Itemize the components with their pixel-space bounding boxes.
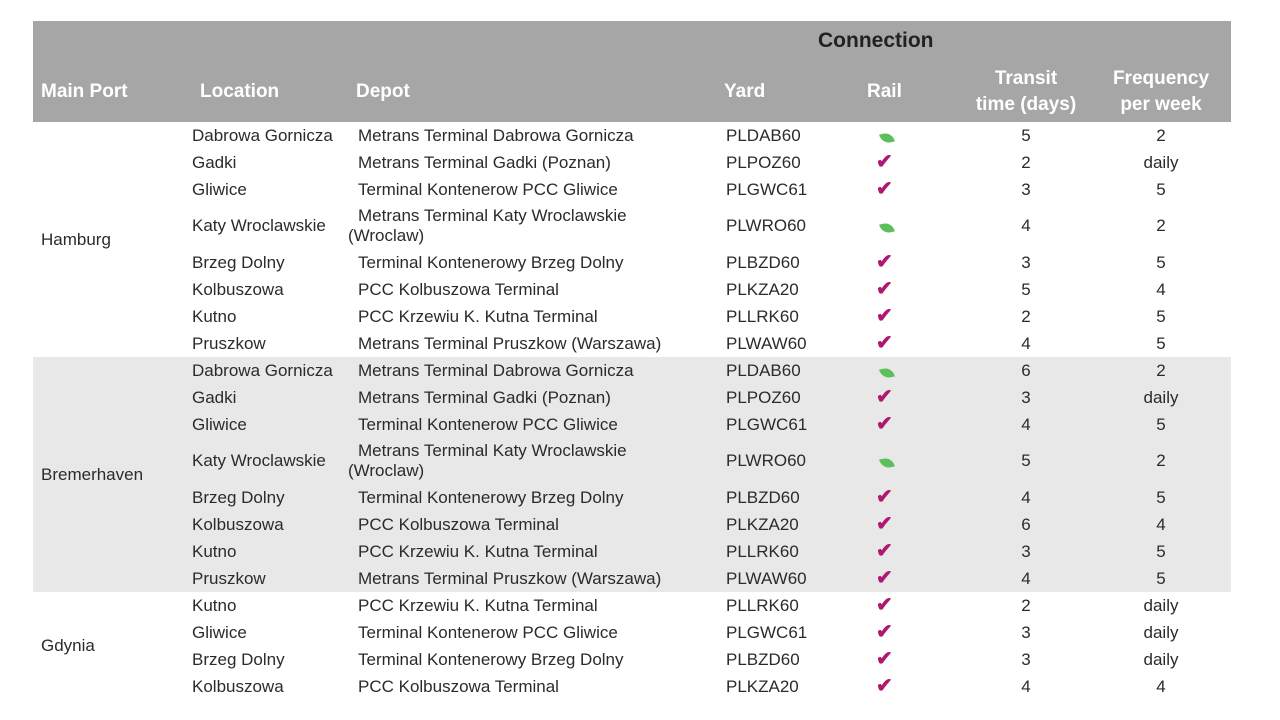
- header-frequency-line1: Frequency: [1112, 68, 1210, 89]
- location-cell: Pruszkow: [192, 569, 266, 588]
- table-row: [33, 249, 1231, 276]
- checkmark-icon: ✔: [876, 513, 893, 535]
- location-cell: Kutno: [192, 596, 237, 615]
- checkmark-icon: ✔: [876, 486, 893, 508]
- table-row: [33, 592, 1231, 619]
- transit-cell: 3: [1021, 650, 1031, 669]
- table-row: [33, 357, 1231, 384]
- transit-cell: 3: [1021, 180, 1031, 199]
- transit-cell: 3: [1021, 253, 1031, 272]
- leaf-icon: [879, 457, 895, 470]
- table-row: [33, 330, 1231, 357]
- header-frequency: [1103, 66, 1219, 118]
- frequency-cell: 5: [1156, 542, 1166, 561]
- location-cell: Brzeg Dolny: [192, 650, 285, 669]
- table-row: [33, 538, 1231, 565]
- port-group-bremerhaven: [33, 357, 1231, 592]
- yard-cell: PLDAB60: [726, 361, 801, 380]
- transit-cell: 4: [1021, 216, 1031, 235]
- checkmark-icon: ✔: [876, 332, 893, 354]
- transit-cell: 3: [1021, 388, 1031, 407]
- transit-cell: 4: [1021, 677, 1031, 696]
- leaf-icon: [879, 367, 895, 380]
- transit-cell: 2: [1021, 307, 1031, 326]
- depot-cell: Terminal Kontenerow PCC Gliwice: [358, 180, 618, 199]
- depot-cell: Terminal Kontenerowy Brzeg Dolny: [358, 253, 624, 272]
- header-connection-group: Connection: [818, 29, 934, 52]
- depot-cell: PCC Krzewiu K. Kutna Terminal: [358, 542, 598, 561]
- yard-cell: PLWAW60: [726, 569, 807, 588]
- frequency-cell: daily: [1143, 650, 1179, 669]
- frequency-cell: 4: [1156, 677, 1166, 696]
- table-row: [33, 203, 1231, 249]
- frequency-cell: daily: [1143, 596, 1179, 615]
- depot-line1: Metrans Terminal Katy Wroclawskie: [358, 206, 627, 225]
- checkmark-icon: ✔: [876, 540, 893, 562]
- depot-cell: Metrans Terminal Gadki (Poznan): [358, 388, 611, 407]
- location-cell: Dabrowa Gornicza: [192, 126, 333, 145]
- location-cell: Brzeg Dolny: [192, 488, 285, 507]
- table-row: [33, 411, 1231, 438]
- yard-cell: PLGWC61: [726, 415, 808, 434]
- depot-line2: (Wroclaw): [348, 226, 425, 245]
- yard-cell: PLDAB60: [726, 126, 801, 145]
- location-cell: Dabrowa Gornicza: [192, 361, 333, 380]
- frequency-cell: 5: [1156, 488, 1166, 507]
- depot-cell: Metrans Terminal Dabrowa Gornicza: [358, 126, 634, 145]
- depot-cell: Metrans Terminal Dabrowa Gornicza: [358, 361, 634, 380]
- frequency-cell: 4: [1156, 515, 1166, 534]
- yard-cell: PLLRK60: [726, 307, 799, 326]
- location-cell: Gliwice: [192, 415, 247, 434]
- checkmark-icon: ✔: [876, 278, 893, 300]
- checkmark-icon: ✔: [876, 413, 893, 435]
- checkmark-icon: ✔: [876, 151, 893, 173]
- checkmark-icon: ✔: [876, 648, 893, 670]
- yard-cell: PLGWC61: [726, 180, 808, 199]
- frequency-cell: daily: [1143, 388, 1179, 407]
- main-port-cell: Bremerhaven: [41, 465, 144, 484]
- transit-cell: 5: [1021, 126, 1031, 145]
- frequency-cell: 5: [1156, 415, 1166, 434]
- transit-cell: 2: [1021, 153, 1031, 172]
- port-group-hamburg: [33, 122, 1231, 357]
- header-location: Location: [200, 81, 280, 102]
- transit-cell: 3: [1021, 623, 1031, 642]
- checkmark-icon: ✔: [876, 594, 893, 616]
- yard-cell: PLBZD60: [726, 650, 800, 669]
- table-row: [33, 149, 1231, 176]
- header-yard: Yard: [724, 81, 766, 102]
- checkmark-icon: ✔: [876, 621, 893, 643]
- yard-cell: PLWAW60: [726, 334, 807, 353]
- yard-cell: PLBZD60: [726, 253, 800, 272]
- header-transit-line2: time (days): [975, 94, 1077, 115]
- yard-cell: PLLRK60: [726, 596, 799, 615]
- table-row: [33, 176, 1231, 203]
- depot-cell: Metrans Terminal Pruszkow (Warszawa): [358, 569, 662, 588]
- checkmark-icon: ✔: [876, 386, 893, 408]
- depot-cell: Terminal Kontenerow PCC Gliwice: [358, 623, 618, 642]
- depot-cell: [348, 206, 668, 246]
- frequency-cell: 5: [1156, 253, 1166, 272]
- transit-cell: 5: [1021, 280, 1031, 299]
- header-rail: Rail: [867, 81, 902, 102]
- frequency-cell: 4: [1156, 280, 1166, 299]
- yard-cell: PLGWC61: [726, 623, 808, 642]
- table-row: [33, 646, 1231, 673]
- location-cell: Kolbuszowa: [192, 677, 284, 696]
- transit-cell: 2: [1021, 596, 1031, 615]
- table-row: [33, 276, 1231, 303]
- frequency-cell: 2: [1156, 361, 1166, 380]
- depot-cell: Metrans Terminal Pruszkow (Warszawa): [358, 334, 662, 353]
- transit-cell: 4: [1021, 415, 1031, 434]
- location-cell: Kutno: [192, 542, 237, 561]
- depot-cell: [348, 441, 668, 481]
- transit-cell: 6: [1021, 361, 1031, 380]
- depot-cell: Terminal Kontenerowy Brzeg Dolny: [358, 488, 624, 507]
- location-cell: Kutno: [192, 307, 237, 326]
- table-row: [33, 619, 1231, 646]
- transit-cell: 4: [1021, 334, 1031, 353]
- depot-cell: PCC Krzewiu K. Kutna Terminal: [358, 596, 598, 615]
- depot-cell: Metrans Terminal Gadki (Poznan): [358, 153, 611, 172]
- transit-cell: 4: [1021, 569, 1031, 588]
- depot-cell: PCC Kolbuszowa Terminal: [358, 677, 559, 696]
- transit-cell: 5: [1021, 451, 1031, 470]
- yard-cell: PLPOZ60: [726, 153, 801, 172]
- header-transit-line1: Transit: [994, 68, 1058, 89]
- table-header: [33, 21, 1231, 122]
- depot-cell: PCC Krzewiu K. Kutna Terminal: [358, 307, 598, 326]
- frequency-cell: 2: [1156, 126, 1166, 145]
- header-depot: Depot: [356, 81, 410, 102]
- location-cell: Gliwice: [192, 623, 247, 642]
- leaf-icon: [879, 222, 895, 235]
- location-cell: Gadki: [192, 153, 237, 172]
- leaf-icon: [879, 132, 895, 145]
- location-cell: Katy Wroclawskie: [192, 216, 326, 235]
- frequency-cell: 2: [1156, 451, 1166, 470]
- main-port-cell: Gdynia: [41, 636, 95, 655]
- table-body: [33, 122, 1231, 700]
- location-cell: Brzeg Dolny: [192, 253, 285, 272]
- frequency-cell: 5: [1156, 307, 1166, 326]
- rail-connections-table: [33, 21, 1231, 700]
- transit-cell: 4: [1021, 488, 1031, 507]
- yard-cell: PLKZA20: [726, 515, 799, 534]
- checkmark-icon: ✔: [876, 178, 893, 200]
- depot-cell: PCC Kolbuszowa Terminal: [358, 515, 559, 534]
- frequency-cell: 5: [1156, 180, 1166, 199]
- location-cell: Kolbuszowa: [192, 515, 284, 534]
- location-cell: Pruszkow: [192, 334, 266, 353]
- transit-cell: 3: [1021, 542, 1031, 561]
- header-main-port: Main Port: [41, 81, 128, 102]
- depot-cell: PCC Kolbuszowa Terminal: [358, 280, 559, 299]
- yard-cell: PLBZD60: [726, 488, 800, 507]
- frequency-cell: daily: [1143, 153, 1179, 172]
- location-cell: Gliwice: [192, 180, 247, 199]
- location-cell: Katy Wroclawskie: [192, 451, 326, 470]
- yard-cell: PLWRO60: [726, 451, 806, 470]
- depot-cell: Terminal Kontenerowy Brzeg Dolny: [358, 650, 624, 669]
- table-row: [33, 384, 1231, 411]
- table-row: [33, 122, 1231, 149]
- header-transit-time: [963, 66, 1089, 118]
- table-row: [33, 303, 1231, 330]
- frequency-cell: 5: [1156, 334, 1166, 353]
- table-row: [33, 484, 1231, 511]
- header-frequency-line2: per week: [1120, 94, 1202, 115]
- checkmark-icon: ✔: [876, 251, 893, 273]
- main-port-cell: Hamburg: [41, 230, 111, 249]
- location-cell: Gadki: [192, 388, 237, 407]
- port-group-gdynia: [33, 592, 1231, 700]
- table-row: [33, 511, 1231, 538]
- checkmark-icon: ✔: [876, 567, 893, 589]
- checkmark-icon: ✔: [876, 305, 893, 327]
- yard-cell: PLWRO60: [726, 216, 806, 235]
- frequency-cell: daily: [1143, 623, 1179, 642]
- frequency-cell: 5: [1156, 569, 1166, 588]
- frequency-cell: 2: [1156, 216, 1166, 235]
- yard-cell: PLPOZ60: [726, 388, 801, 407]
- depot-cell: Terminal Kontenerow PCC Gliwice: [358, 415, 618, 434]
- table-row: [33, 673, 1231, 700]
- location-cell: Kolbuszowa: [192, 280, 284, 299]
- yard-cell: PLKZA20: [726, 280, 799, 299]
- yard-cell: PLKZA20: [726, 677, 799, 696]
- depot-line1: Metrans Terminal Katy Wroclawskie: [358, 441, 627, 460]
- table-row: [33, 565, 1231, 592]
- yard-cell: PLLRK60: [726, 542, 799, 561]
- depot-line2: (Wroclaw): [348, 461, 425, 480]
- table-row: [33, 438, 1231, 484]
- transit-cell: 6: [1021, 515, 1031, 534]
- checkmark-icon: ✔: [876, 675, 893, 697]
